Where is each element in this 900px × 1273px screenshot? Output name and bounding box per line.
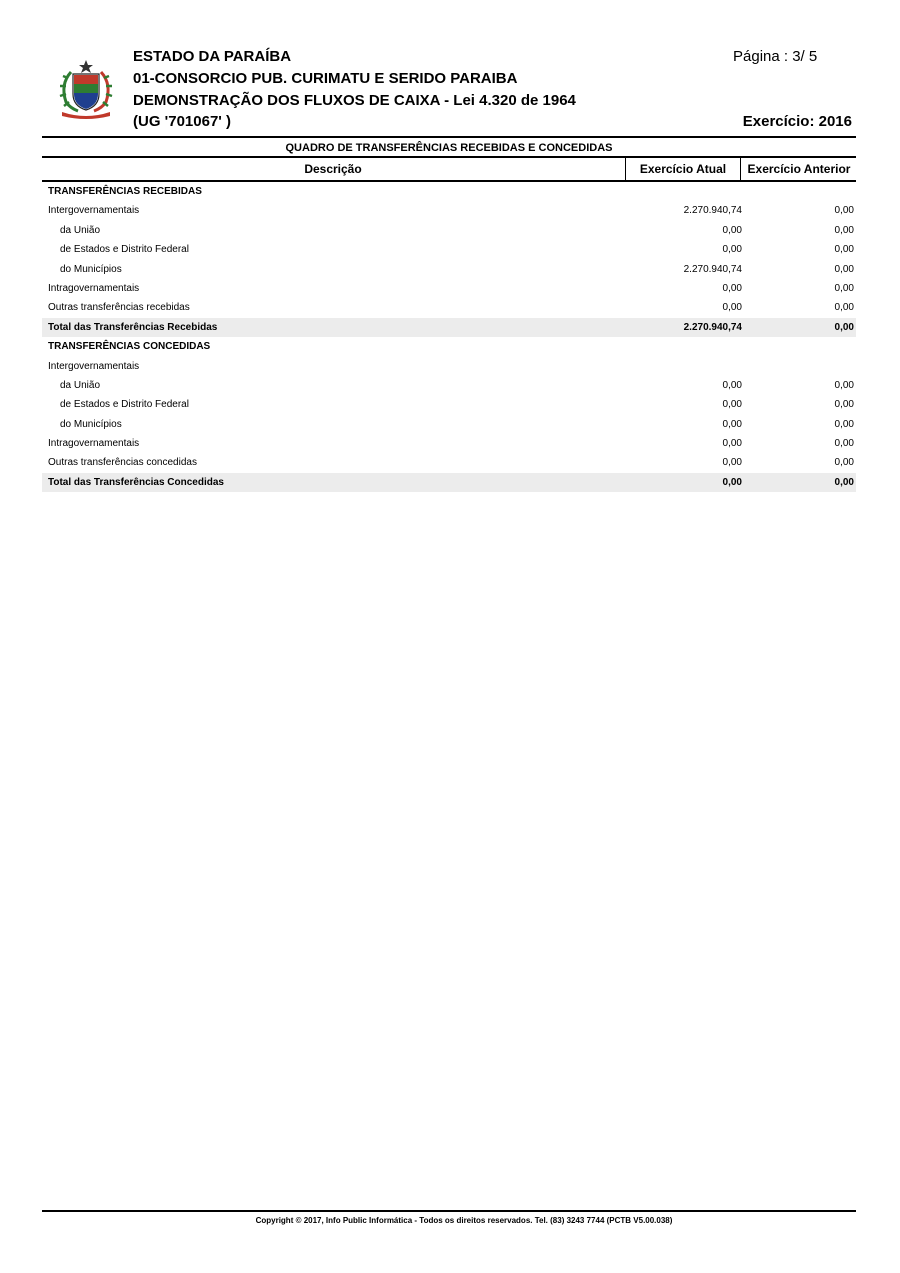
row-value-exercicio-anterior: 0,00 — [834, 399, 854, 411]
row-value-exercicio-atual: 0,00 — [722, 244, 742, 256]
row-description: Total das Transferências Concedidas — [48, 476, 224, 488]
column-header-exercicio-anterior: Exercício Anterior — [740, 158, 857, 180]
table-total-row — [42, 473, 856, 492]
report-title: DEMONSTRAÇÃO DOS FLUXOS DE CAIXA - Lei 4.320 de 1964 — [133, 92, 576, 109]
footer-divider — [42, 1210, 856, 1212]
copyright-footer: Copyright © 2017, Info Public Informática - Todos os direitos reservados. Tel. (83) 3243 7744 (PCTB V5.00.038) — [255, 1216, 673, 1225]
table-section-row — [42, 182, 856, 201]
row-description: Outras transferências concedidas — [48, 457, 197, 469]
row-description: do Municípios — [60, 418, 122, 430]
row-value-exercicio-atual: 0,00 — [722, 282, 742, 294]
row-description: de Estados e Distrito Federal — [60, 244, 189, 256]
row-value-exercicio-anterior: 0,00 — [834, 379, 854, 391]
row-value-exercicio-atual: 2.270.940,74 — [683, 205, 742, 217]
table-row — [42, 376, 856, 395]
row-value-exercicio-anterior: 0,00 — [834, 224, 854, 236]
row-description: Intergovernamentais — [48, 360, 140, 372]
row-value-exercicio-anterior: 0,00 — [834, 244, 854, 256]
table-row — [42, 260, 856, 279]
row-value-exercicio-anterior: 0,00 — [834, 302, 854, 314]
row-value-exercicio-atual: 0,00 — [722, 438, 742, 450]
row-value-exercicio-anterior: 0,00 — [834, 282, 854, 294]
row-value-exercicio-anterior: 0,00 — [834, 263, 854, 275]
table-row — [42, 395, 856, 414]
row-value-exercicio-atual: 0,00 — [722, 224, 742, 236]
row-value-exercicio-anterior: 0,00 — [834, 457, 854, 469]
table-row — [42, 434, 856, 453]
fiscal-year: Exercício: 2016 — [742, 113, 852, 130]
table-row — [42, 453, 856, 472]
row-value-exercicio-atual: 0,00 — [722, 379, 742, 391]
row-value-exercicio-atual: 0,00 — [722, 418, 742, 430]
column-header-descricao: Descrição — [304, 162, 362, 176]
header-divider — [42, 136, 856, 138]
row-value-exercicio-atual: 0,00 — [722, 399, 742, 411]
row-description: da União — [60, 224, 101, 236]
coat-of-arms-paraiba-icon — [56, 58, 116, 120]
table-total-row — [42, 318, 856, 337]
column-header-exercicio-atual: Exercício Atual — [625, 158, 740, 180]
row-description: de Estados e Distrito Federal — [60, 399, 189, 411]
row-value-exercicio-atual: 0,00 — [722, 302, 742, 314]
row-value-exercicio-anterior: 0,00 — [834, 418, 854, 430]
row-value-exercicio-anterior: 0,00 — [834, 476, 854, 488]
row-value-exercicio-anterior: 0,00 — [834, 438, 854, 450]
state-name: ESTADO DA PARAÍBA — [133, 48, 292, 65]
row-description: TRANSFERÊNCIAS CONCEDIDAS — [48, 341, 211, 353]
row-description: Outras transferências recebidas — [48, 302, 190, 314]
table-row — [42, 279, 856, 298]
row-description: Total das Transferências Recebidas — [48, 321, 218, 333]
table-row — [42, 240, 856, 259]
table-title: QUADRO DE TRANSFERÊNCIAS RECEBIDAS E CONCEDIDAS — [285, 142, 613, 154]
entity-name: 01-CONSORCIO PUB. CURIMATU E SERIDO PARAIBA — [133, 70, 518, 87]
row-value-exercicio-atual: 0,00 — [722, 476, 742, 488]
table-row — [42, 201, 856, 220]
row-value-exercicio-anterior: 0,00 — [834, 321, 854, 333]
row-value-exercicio-atual: 0,00 — [722, 457, 742, 469]
row-description: Intragovernamentais — [48, 282, 140, 294]
page-number: Página : 3/ 5 — [733, 48, 818, 65]
table-row — [42, 357, 856, 376]
table-section-row — [42, 337, 856, 356]
row-value-exercicio-atual: 2.270.940,74 — [683, 321, 742, 333]
table-row — [42, 415, 856, 434]
row-description: TRANSFERÊNCIAS RECEBIDAS — [48, 186, 202, 197]
transfers-table-body — [42, 182, 856, 492]
ug-code: (UG '701067' ) — [133, 113, 232, 130]
row-description: Intergovernamentais — [48, 205, 140, 217]
table-row — [42, 221, 856, 240]
row-description: Intragovernamentais — [48, 438, 140, 450]
row-value-exercicio-atual: 2.270.940,74 — [683, 263, 742, 275]
row-description: do Municípios — [60, 263, 122, 275]
row-value-exercicio-anterior: 0,00 — [834, 205, 854, 217]
row-description: da União — [60, 379, 101, 391]
table-row — [42, 298, 856, 317]
